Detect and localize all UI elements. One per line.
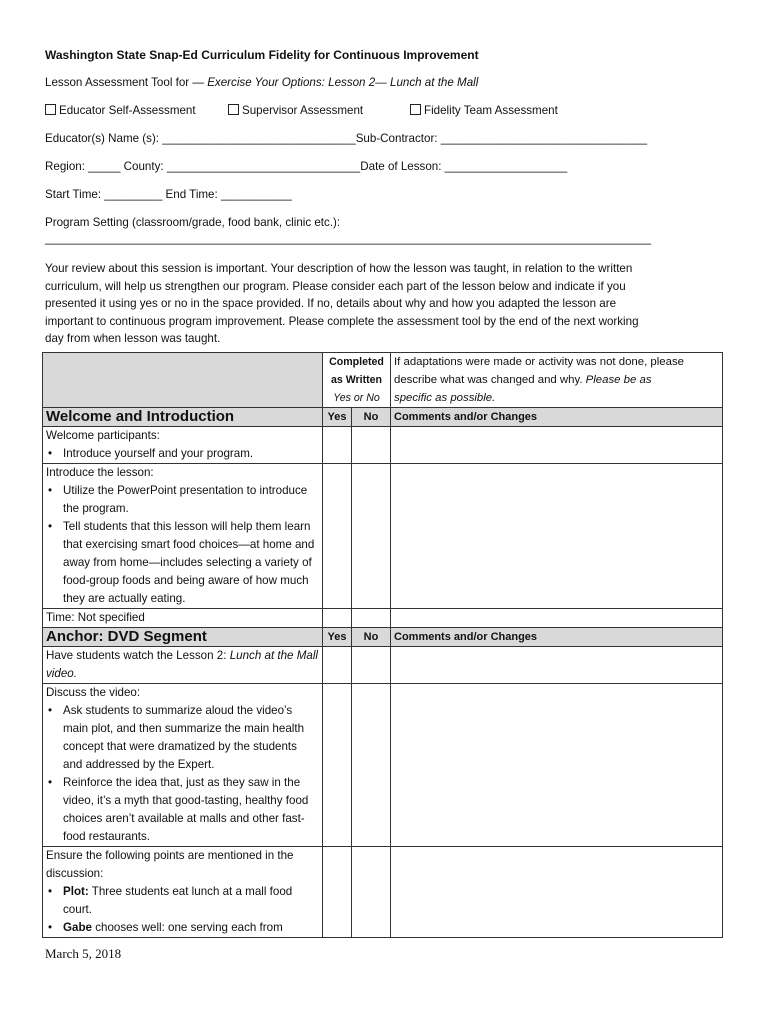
- comments-column-header: Comments and/or Changes: [391, 628, 723, 647]
- section-title: Anchor: DVD Segment: [43, 628, 323, 647]
- activity-lead-italic: Lunch at the Mall video.: [46, 649, 318, 680]
- header-line: If adaptations were made or activity was not done, please: [394, 356, 684, 368]
- option-supervisor-assessment[interactable]: [228, 104, 363, 117]
- comments-cell[interactable]: [391, 847, 723, 938]
- lesson-name: Exercise Your Options: Lesson 2— Lunch at the Mall: [207, 76, 479, 89]
- yes-cell[interactable]: [323, 647, 352, 684]
- checkbox-icon[interactable]: [45, 104, 56, 115]
- footer-date: March 5, 2018: [45, 946, 122, 961]
- activity-lead: Time: Not specified: [46, 611, 145, 624]
- option-label: Educator Self-Assessment: [59, 104, 196, 117]
- program-setting-field[interactable]: ______________________________________________________________________________________________: [45, 232, 652, 245]
- activity-lead: Have students watch the Lesson 2:: [46, 649, 230, 662]
- activity-cell: [43, 847, 323, 938]
- no-cell[interactable]: [352, 609, 391, 628]
- yes-cell[interactable]: [323, 464, 352, 609]
- header-line: Please be as: [585, 374, 652, 386]
- no-cell[interactable]: [352, 684, 391, 847]
- option-label: Fidelity Team Assessment: [424, 104, 558, 117]
- header-line: Completed: [329, 356, 384, 368]
- header-blank-cell: [43, 353, 323, 408]
- activity-lead: Discuss the video:: [46, 686, 141, 699]
- table-row: [43, 647, 723, 684]
- bullet-text: Three students eat lunch at a mall food court.: [63, 885, 293, 916]
- yes-cell[interactable]: [323, 609, 352, 628]
- option-label: Supervisor Assessment: [242, 104, 364, 117]
- paragraph-line: curriculum, will help us strengthen our program. Please consider each part of the lesson below and indicate if you: [45, 279, 626, 293]
- activity-cell: [43, 647, 323, 684]
- table-row: [43, 609, 723, 628]
- activity-bullet: • Reinforce the idea that, just as they saw in the video, it’s a myth that good-tasting, healthy food choices aren’t available at malls and other fast-food restaurants.: [63, 774, 319, 846]
- yes-column-header: Yes: [323, 408, 352, 427]
- no-cell[interactable]: [352, 647, 391, 684]
- no-column-header: No: [352, 628, 391, 647]
- activity-lead: Introduce the lesson:: [46, 466, 154, 479]
- bullet-bold: Gabe: [63, 921, 92, 934]
- table-row: [43, 427, 723, 464]
- table-row: [43, 847, 723, 938]
- checkbox-icon[interactable]: [410, 104, 421, 115]
- bullet-text: chooses well: one serving each from: [92, 921, 283, 934]
- program-setting-label: Program Setting (classroom/grade, food bank, clinic etc.):: [45, 216, 341, 229]
- activity-cell: [43, 427, 323, 464]
- paragraph-line: important to continuous program improvement. Please complete the assessment tool by the end of the next working: [45, 314, 639, 328]
- activity-bullet: • Ask students to summarize aloud the video’s main plot, and then summarize the main health concept that were dramatized by the students and addressed by the Expert.: [63, 702, 319, 774]
- no-cell[interactable]: [352, 427, 391, 464]
- region-county-date-field[interactable]: Region: _____ County: ______________________________Date of Lesson: ___________________: [45, 160, 568, 173]
- activity-lead: Welcome participants:: [46, 429, 160, 442]
- table-row: [43, 684, 723, 847]
- yes-cell[interactable]: [323, 427, 352, 464]
- paragraph-line: day from when lesson was taught.: [45, 332, 221, 345]
- paragraph-line: Your review about this session is important. Your description of how the lesson was taught, in relation to the written: [45, 262, 633, 275]
- yes-cell[interactable]: [323, 847, 352, 938]
- table-row: [43, 464, 723, 609]
- document-title: Washington State Snap-Ed Curriculum Fidelity for Continuous Improvement: [45, 48, 479, 62]
- checkbox-icon[interactable]: [228, 104, 239, 115]
- section-header-anchor-dvd: [43, 628, 723, 647]
- activity-cell: [43, 609, 323, 628]
- header-line: Yes or No: [333, 392, 380, 404]
- activity-bullet: [63, 919, 319, 937]
- activity-bullet: • Introduce yourself and your program.: [63, 445, 319, 463]
- activity-cell: [43, 684, 323, 847]
- section-title: Welcome and Introduction: [43, 408, 323, 427]
- comments-column-header: Comments and/or Changes: [391, 408, 723, 427]
- no-column-header: No: [352, 408, 391, 427]
- activity-lead: Ensure the following points are mentioned in the discussion:: [46, 849, 294, 880]
- option-educator-self-assessment[interactable]: [45, 104, 196, 117]
- yes-cell[interactable]: [323, 684, 352, 847]
- bullet-bold: Plot:: [63, 885, 89, 898]
- comments-cell[interactable]: [391, 647, 723, 684]
- activity-cell: [43, 464, 323, 609]
- adaptations-header: [391, 353, 723, 408]
- yes-column-header: Yes: [323, 628, 352, 647]
- activity-bullet: [63, 883, 319, 919]
- subtitle-prefix: Lesson Assessment Tool for —: [45, 76, 208, 89]
- table-header-row: [43, 353, 723, 408]
- header-line: describe what was changed and why.: [394, 374, 586, 386]
- activity-bullet: • Utilize the PowerPoint presentation to introduce the program.: [63, 482, 319, 518]
- comments-cell[interactable]: [391, 684, 723, 847]
- comments-cell[interactable]: [391, 427, 723, 464]
- document-subtitle: [45, 76, 478, 89]
- header-line: specific as possible.: [394, 392, 496, 404]
- comments-cell[interactable]: [391, 464, 723, 609]
- activity-bullet: • Tell students that this lesson will help them learn that exercising smart food choices—at home and away from home—includes selecting a variety of food-group foods and being aware of how much they are actually eating.: [63, 518, 319, 608]
- educator-name-field[interactable]: Educator(s) Name (s): ______________________________Sub-Contractor: ________________________________: [45, 132, 648, 145]
- lesson-assessment-table: [42, 352, 723, 938]
- header-line: as Written: [330, 374, 383, 386]
- section-header-welcome: [43, 408, 723, 427]
- no-cell[interactable]: [352, 847, 391, 938]
- start-end-time-field[interactable]: Start Time: _________ End Time: ___________: [45, 188, 292, 201]
- paragraph-line: presented it using yes or no in the space provided. If no, details about why and how you adapted the lesson are: [45, 297, 617, 310]
- instructions-paragraph: [45, 260, 715, 348]
- no-cell[interactable]: [352, 464, 391, 609]
- comments-cell[interactable]: [391, 609, 723, 628]
- option-fidelity-team-assessment[interactable]: [410, 104, 558, 117]
- completed-as-written-header: [323, 353, 391, 408]
